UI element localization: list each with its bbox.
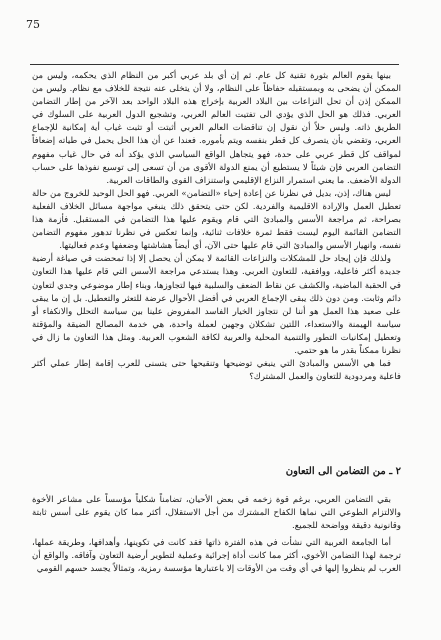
paragraph: ليس هناك، إذن، بديل في نظرنا عن إعادة إحياء «التضامن» العربي. فهو الحل الوحيد للخروج من حالة تعطيل العمل والإرادة الاقليمية والفردية. لكن حتى يتحقق ذلك ينبغي مواجهة مسائل الخلاف الفعلية بصراحة، ثم مراجعة الأسس والمبادئ التي قام ويقوم عليها هذا التضامن في المستقبل. فأزمة هذا التضامن القائمة اليوم ليست فقط ثمرة خلافات ثنائية، وإنما تعكس في نظرنا تدهور مفهوم التضامن نفسه، وانهيار الأسس والمبادئ التي قام عليها حتى الآن، أي أيضاً هشاشتها وضعفها وعدم فعاليتها. — [32, 188, 401, 252]
header-rule — [30, 64, 399, 65]
section-body-text — [32, 494, 401, 577]
paragraph: ولذلك فإن إيجاد حل للمشكلات والنزاعات القائمة لا يمكن أن يحصل إلا إذا تمحضت في صياغة أرضية جديدة أكثر فاعلية، ووافقية، للتعاون العربي. وهذا يستدعي مراجعة الأسس التي قام عليها هذا التعاون في الحقبة الماضية، والكشف عن نقاط الضعف والسلبية فيها لتجاوزها، وبناء إطار موضوعي وجدي لتعاون دائم وثابت. ومن دون ذلك يبقى الإجماع العربي في أفضل الأحوال عرضة للتعثر والتعطيل. بل إن ما يبقى على صعيد هذا العمل هو أننا لن نتجاوز الخيار الفاسد المفروض علينا بين سياسة التحلل والانكفاء أو سياسة الهيمنة والاستعداء، اللتين تشكلان وجهين لعملة واحدة، هي خدمة المصالح الضيقة والمؤقتة وتعطيل إمكانيات التطور والتنمية المحلية والعربية لكافة الشعوب العربية. ومثل هذا التعاون ما زال في نظرنا ممكناً بقدر ما هو حتمي. — [32, 254, 401, 356]
paragraph: بقي التضامن العربي، برغم قوة زخمه في بعض الأحيان، تضامناً شكلياً مؤسساً على مشاعر الأخوة والالتزام الطوعي التي نماها الكفاح المشترك من أجل الاستقلال، أكثر مما كان يقوم على أسس ثابتة وقانونية دقيقة وواضحة للجميع. — [32, 495, 401, 532]
section-heading: ٢ ـ من التضامن الى التعاون — [285, 466, 401, 477]
body-text-block — [32, 70, 401, 384]
paragraph: أما الجامعة العربية التي نشأت في هذه الفترة ذاتها فقد كانت في تكوينها، وأهدافها، وطريقة عملها، ترجمة لهذا التضامن الأخوي، أكثر مما كانت أداة إجرائية وعملية لتطوير أرضية التعاون وآفاقه. والواقع أن العرب لم ينظروا إليها في أي وقت من الأوقات إلا باعتبارها مؤسسة رمزية، وتمثالاً يجسد حسهم القومي — [32, 538, 401, 575]
paragraph: فما هي الأسس والمبادئ التي ينبغي توضيحها وتنقيحها حتى يتسنى للعرب إقامة إطار عملي أكثر فاعلية ومردودية للتعاون والعمل المشترك؟ — [32, 359, 401, 383]
page-number: 75 — [26, 18, 40, 31]
paragraph: بينها يقوم العالم بثورة تقنية كل عام. ثم إن أي بلد عربي أكبر من النظام الذي يحكمه، وليس من الممكن أن يضحى به وبمستقبله حفاظاً على النظام، ولا أن يتخلى عنه نتيجة للخلاف مع نظام. وليس من الممكن إذن أن تحل النزاعات بين البلاد العربية بإخراج هذه البلاد الواحد بعد الآخر من إطار التضامن العربي. فذلك هو الحل الذي يؤدي الى تفتيت العالم العربي، وتشجيع الدول العربية على السلوك في الطريق ذاته. وليس حلاً أن نقول إن تناقضات العالم العربي أثبتت أو تثبت غياب أية إمكانية للإجماع العربي، وتقضي بأن يتصرف كل قطر بنفسه ويتم بأموره. فعندا عن أن هذا الحل يحمل في طياته إضعافاً لمواقف كل قطر عربي على حدة، فهو يتجاهل الواقع السياسي الذي يؤكد أنه في حال غياب مفهوم التضامن العربي فإن شيئاً لا يستطيع أن يمنع الدولة الأقوى من أن تسعى إلى توسيع نفوذها على حساب الدولة الأضعف. ما يعني استمرار النزاع الإقليمي واستنزاف القوى والطاقات العربية. — [32, 71, 401, 186]
